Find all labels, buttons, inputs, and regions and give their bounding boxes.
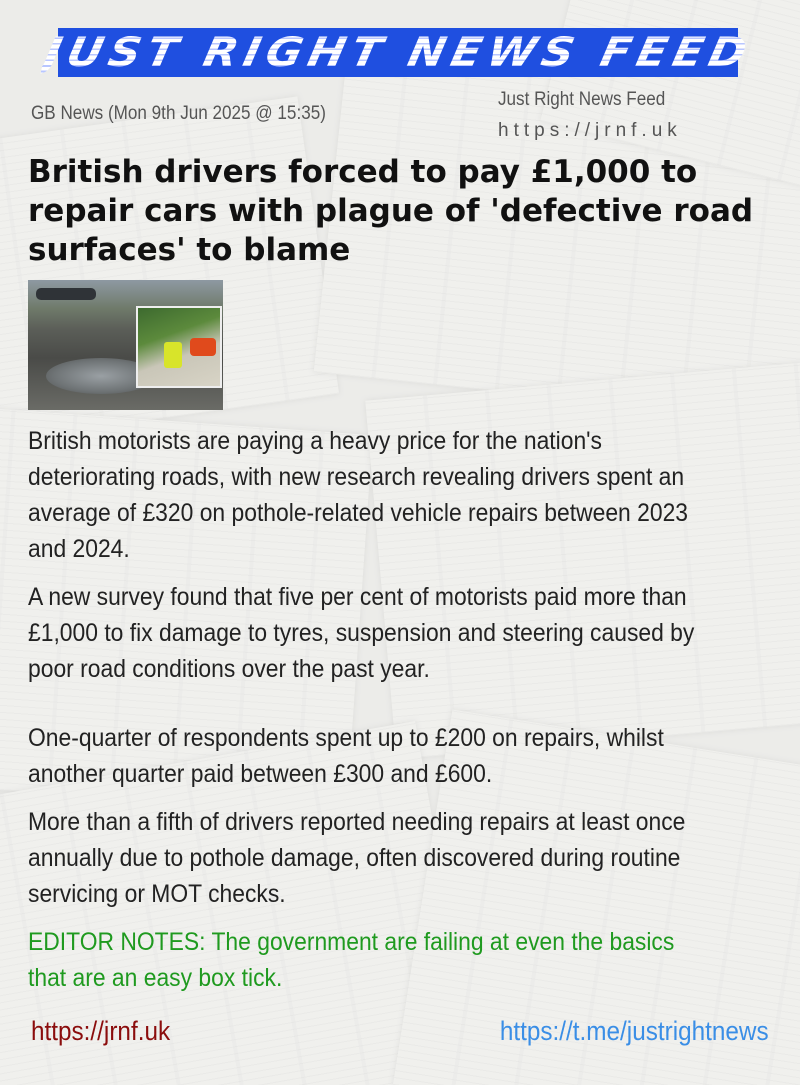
editor-notes: EDITOR NOTES: The government are failing at even the basics that are an easy box tick. (28, 928, 675, 992)
banner-title: JUST RIGHT NEWS FEED (39, 29, 757, 76)
brand-name: Just Right News Feed (498, 89, 666, 110)
paragraph-3: One-quarter of respondents spent up to £200 on repairs, whilst another quarter paid between £300 and £600. (28, 724, 664, 788)
paragraph-1: British motorists are paying a heavy price for the nation's deteriorating roads, with new research revealing drivers spent an average of £320 on pothole-related vehicle repairs between 2023 and 2024. (28, 427, 689, 563)
source-dateline: GB News (Mon 9th Jun 2025 @ 15:35) (31, 103, 326, 124)
site-banner (39, 28, 757, 77)
article-headline: British drivers forced to pay £1,000 to repair cars with plague of 'defective road surfaces' to blame (28, 154, 754, 268)
footer-site-link[interactable]: https://jrnf.uk (31, 1016, 171, 1046)
article-photo (28, 280, 223, 410)
paragraph-4: More than a fifth of drivers reported needing repairs at least once annually due to pothole damage, often discovered during routine servicing or MOT checks. (28, 808, 686, 908)
paragraph-2: A new survey found that five per cent of motorists paid more than £1,000 to fix damage to tyres, suspension and steering caused by poor road conditions over the past year. (28, 583, 695, 683)
inset-photo (136, 306, 222, 388)
footer-telegram-link[interactable]: https://t.me/justrightnews (500, 1016, 769, 1046)
brand-url[interactable]: https://jrnf.uk (498, 120, 682, 141)
